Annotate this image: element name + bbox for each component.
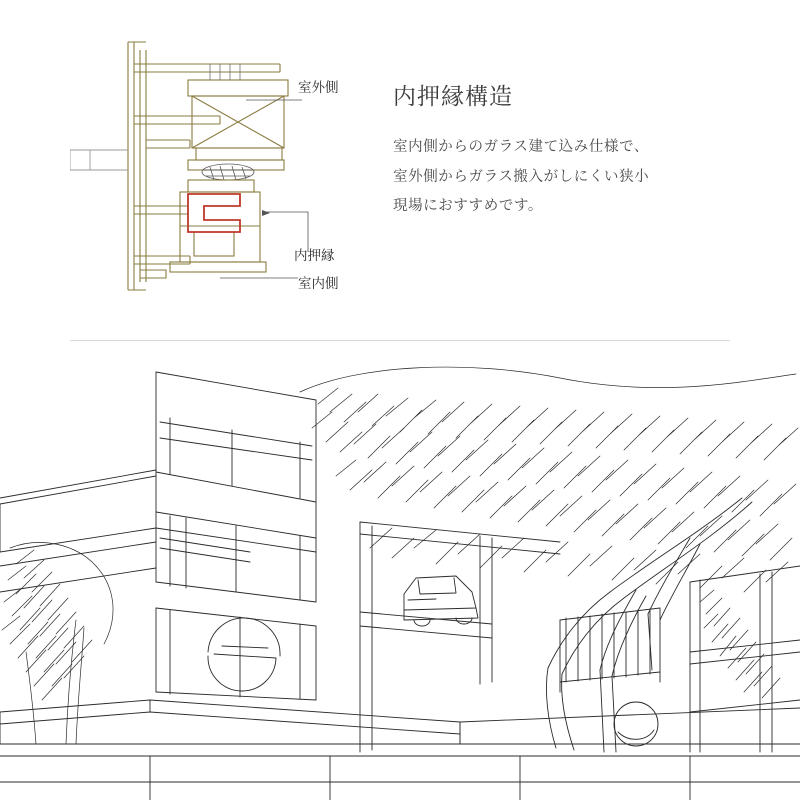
detail-text-block [393, 78, 683, 222]
gasket-hatch [202, 164, 254, 180]
ground-circle-detail [614, 702, 658, 746]
page-title: 内押縁構造 [393, 83, 513, 109]
sidewalk-paving [0, 708, 800, 800]
label-glazing-bead: 内押縁 [294, 248, 335, 263]
label-exterior: 室外側 [298, 80, 339, 95]
right-building [690, 566, 800, 752]
section-divider [70, 340, 730, 341]
sash-box [188, 80, 288, 170]
parked-car [404, 576, 478, 626]
large-tree-canopy [300, 367, 798, 592]
leader-arrow [262, 210, 270, 216]
label-interior: 室内側 [298, 276, 339, 291]
carport-canopy [360, 522, 560, 752]
window-sash-cross-section [70, 20, 370, 320]
architectural-perspective-sketch [0, 352, 800, 800]
wall-lines [70, 150, 128, 170]
frame-profile-outline [128, 42, 280, 290]
detail-section [0, 0, 800, 340]
foreground-shrub [2, 542, 113, 744]
description-text: 室内側からのガラス建て込み仕様で、室外側からガラス搬入がしにくい狭小現場におすすめです。 [393, 139, 650, 215]
right-shrub [700, 590, 780, 698]
